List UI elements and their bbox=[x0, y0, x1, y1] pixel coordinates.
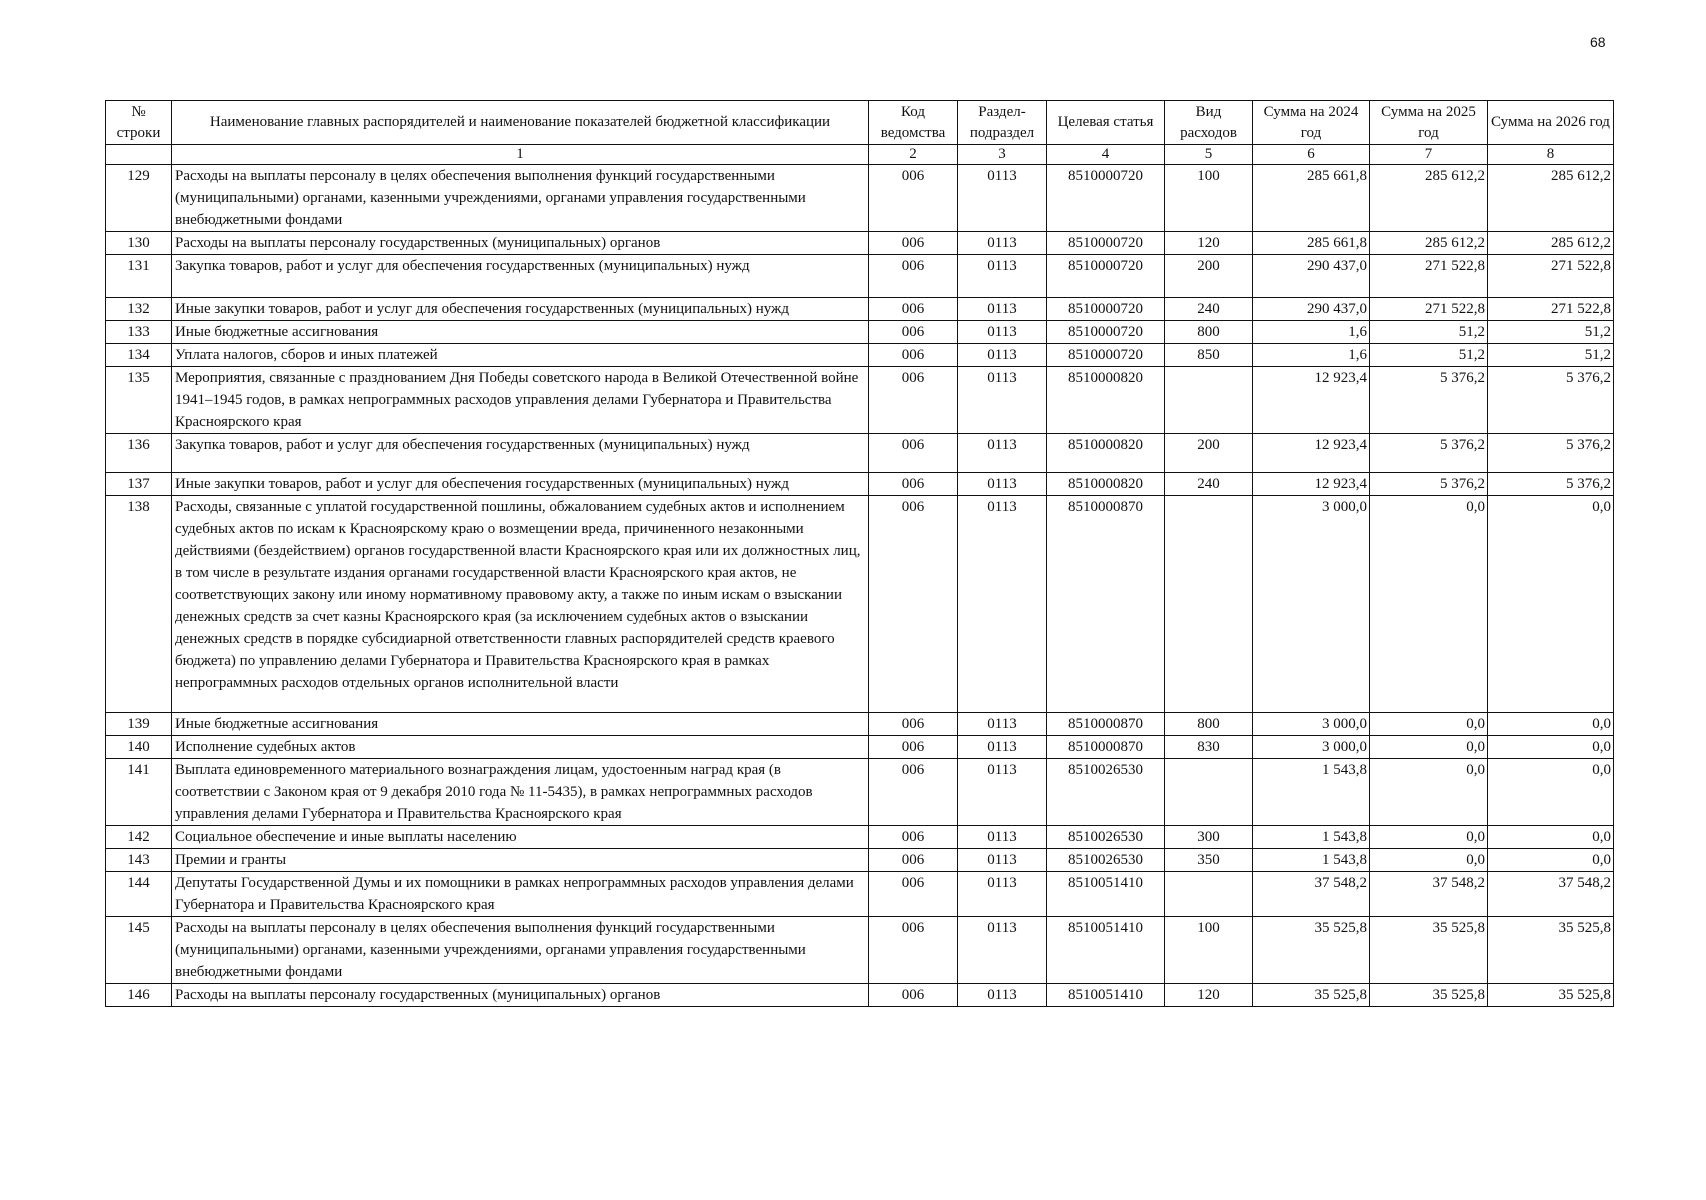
expense-type: 120 bbox=[1165, 232, 1253, 255]
section-code: 0113 bbox=[958, 165, 1047, 232]
sum-2025: 35 525,8 bbox=[1370, 984, 1488, 1007]
row-name: Расходы на выплаты персоналу в целях обеспечения выполнения функций государственными (муниципальными) органами, казенными учреждениями, органами управления государственными внебюджетными фондами bbox=[172, 165, 869, 232]
target-article: 8510000720 bbox=[1047, 232, 1165, 255]
header-department-code: Код ведомства bbox=[869, 101, 958, 145]
expense-type: 240 bbox=[1165, 473, 1253, 496]
table-row bbox=[106, 872, 1614, 917]
sum-2024: 12 923,4 bbox=[1253, 473, 1370, 496]
table-row bbox=[106, 917, 1614, 984]
section-code: 0113 bbox=[958, 872, 1047, 917]
sum-2026: 0,0 bbox=[1488, 713, 1614, 736]
column-index: 3 bbox=[958, 145, 1047, 165]
department-code: 006 bbox=[869, 872, 958, 917]
expense-type: 300 bbox=[1165, 826, 1253, 849]
table-row bbox=[106, 344, 1614, 367]
expense-type: 350 bbox=[1165, 849, 1253, 872]
sum-2025: 0,0 bbox=[1370, 826, 1488, 849]
sum-2026: 271 522,8 bbox=[1488, 255, 1614, 298]
sum-2025: 0,0 bbox=[1370, 736, 1488, 759]
sum-2026: 0,0 bbox=[1488, 736, 1614, 759]
row-number: 129 bbox=[106, 165, 172, 232]
sum-2025: 285 612,2 bbox=[1370, 232, 1488, 255]
column-index: 2 bbox=[869, 145, 958, 165]
expense-type: 830 bbox=[1165, 736, 1253, 759]
column-index-row bbox=[106, 145, 1614, 165]
row-number: 143 bbox=[106, 849, 172, 872]
row-name: Премии и гранты bbox=[172, 849, 869, 872]
expense-type: 800 bbox=[1165, 713, 1253, 736]
sum-2024: 290 437,0 bbox=[1253, 255, 1370, 298]
sum-2026: 5 376,2 bbox=[1488, 473, 1614, 496]
row-name: Иные бюджетные ассигнования bbox=[172, 321, 869, 344]
table-row bbox=[106, 367, 1614, 434]
sum-2025: 0,0 bbox=[1370, 713, 1488, 736]
section-code: 0113 bbox=[958, 321, 1047, 344]
target-article: 8510000870 bbox=[1047, 713, 1165, 736]
sum-2026: 0,0 bbox=[1488, 826, 1614, 849]
table-row bbox=[106, 736, 1614, 759]
sum-2024: 1,6 bbox=[1253, 321, 1370, 344]
row-name: Иные закупки товаров, работ и услуг для обеспечения государственных (муниципальных) нужд bbox=[172, 298, 869, 321]
sum-2026: 5 376,2 bbox=[1488, 367, 1614, 434]
section-code: 0113 bbox=[958, 496, 1047, 713]
target-article: 8510026530 bbox=[1047, 759, 1165, 826]
page-number: 68 bbox=[1590, 34, 1606, 50]
table-body bbox=[106, 165, 1614, 1007]
department-code: 006 bbox=[869, 736, 958, 759]
table-row bbox=[106, 713, 1614, 736]
department-code: 006 bbox=[869, 232, 958, 255]
target-article: 8510026530 bbox=[1047, 849, 1165, 872]
department-code: 006 bbox=[869, 298, 958, 321]
sum-2026: 51,2 bbox=[1488, 321, 1614, 344]
row-number: 134 bbox=[106, 344, 172, 367]
row-number: 140 bbox=[106, 736, 172, 759]
department-code: 006 bbox=[869, 165, 958, 232]
department-code: 006 bbox=[869, 434, 958, 473]
sum-2025: 37 548,2 bbox=[1370, 872, 1488, 917]
row-name: Мероприятия, связанные с празднованием Дня Победы советского народа в Великой Отечественной войне 1941–1945 годов, в рамках непрограммных расходов управления делами Губернатора и Правительства Красноярского края bbox=[172, 367, 869, 434]
sum-2026: 51,2 bbox=[1488, 344, 1614, 367]
header-section: Раздел-подраздел bbox=[958, 101, 1047, 145]
column-index: 1 bbox=[172, 145, 869, 165]
sum-2025: 0,0 bbox=[1370, 496, 1488, 713]
department-code: 006 bbox=[869, 367, 958, 434]
section-code: 0113 bbox=[958, 344, 1047, 367]
column-index: 5 bbox=[1165, 145, 1253, 165]
header-target-article: Целевая статья bbox=[1047, 101, 1165, 145]
expense-type bbox=[1165, 496, 1253, 713]
sum-2024: 3 000,0 bbox=[1253, 496, 1370, 713]
sum-2025: 271 522,8 bbox=[1370, 255, 1488, 298]
row-name: Расходы на выплаты персоналу в целях обеспечения выполнения функций государственными (муниципальными) органами, казенными учреждениями, органами управления государственными внебюджетными фондами bbox=[172, 917, 869, 984]
row-number: 133 bbox=[106, 321, 172, 344]
sum-2026: 35 525,8 bbox=[1488, 984, 1614, 1007]
sum-2025: 5 376,2 bbox=[1370, 473, 1488, 496]
expense-type bbox=[1165, 872, 1253, 917]
row-number: 136 bbox=[106, 434, 172, 473]
table-row bbox=[106, 473, 1614, 496]
section-code: 0113 bbox=[958, 232, 1047, 255]
department-code: 006 bbox=[869, 496, 958, 713]
table-row bbox=[106, 984, 1614, 1007]
row-name: Иные закупки товаров, работ и услуг для обеспечения государственных (муниципальных) нужд bbox=[172, 473, 869, 496]
row-name: Социальное обеспечение и иные выплаты населению bbox=[172, 826, 869, 849]
header-sum-2024: Сумма на 2024 год bbox=[1253, 101, 1370, 145]
expense-type: 800 bbox=[1165, 321, 1253, 344]
header-name: Наименование главных распорядителей и наименование показателей бюджетной классификации bbox=[172, 101, 869, 145]
row-number: 146 bbox=[106, 984, 172, 1007]
sum-2026: 0,0 bbox=[1488, 849, 1614, 872]
sum-2024: 37 548,2 bbox=[1253, 872, 1370, 917]
section-code: 0113 bbox=[958, 713, 1047, 736]
row-name: Расходы на выплаты персоналу государственных (муниципальных) органов bbox=[172, 984, 869, 1007]
sum-2025: 35 525,8 bbox=[1370, 917, 1488, 984]
expense-type: 100 bbox=[1165, 917, 1253, 984]
column-index bbox=[106, 145, 172, 165]
department-code: 006 bbox=[869, 473, 958, 496]
table-row bbox=[106, 826, 1614, 849]
department-code: 006 bbox=[869, 255, 958, 298]
column-index: 7 bbox=[1370, 145, 1488, 165]
sum-2025: 51,2 bbox=[1370, 321, 1488, 344]
sum-2025: 0,0 bbox=[1370, 759, 1488, 826]
table-row bbox=[106, 759, 1614, 826]
sum-2024: 290 437,0 bbox=[1253, 298, 1370, 321]
header-sum-2025: Сумма на 2025 год bbox=[1370, 101, 1488, 145]
section-code: 0113 bbox=[958, 849, 1047, 872]
sum-2026: 285 612,2 bbox=[1488, 165, 1614, 232]
target-article: 8510000720 bbox=[1047, 165, 1165, 232]
row-name: Уплата налогов, сборов и иных платежей bbox=[172, 344, 869, 367]
target-article: 8510051410 bbox=[1047, 917, 1165, 984]
table-row bbox=[106, 232, 1614, 255]
header-row-number: № строки bbox=[106, 101, 172, 145]
table-row bbox=[106, 321, 1614, 344]
department-code: 006 bbox=[869, 984, 958, 1007]
expense-type: 850 bbox=[1165, 344, 1253, 367]
target-article: 8510026530 bbox=[1047, 826, 1165, 849]
section-code: 0113 bbox=[958, 736, 1047, 759]
table-row bbox=[106, 165, 1614, 232]
row-name: Закупка товаров, работ и услуг для обеспечения государственных (муниципальных) нужд bbox=[172, 255, 869, 298]
expense-type bbox=[1165, 367, 1253, 434]
target-article: 8510000720 bbox=[1047, 255, 1165, 298]
table-row bbox=[106, 496, 1614, 713]
sum-2025: 271 522,8 bbox=[1370, 298, 1488, 321]
sum-2024: 285 661,8 bbox=[1253, 165, 1370, 232]
section-code: 0113 bbox=[958, 826, 1047, 849]
target-article: 8510051410 bbox=[1047, 984, 1165, 1007]
target-article: 8510000820 bbox=[1047, 367, 1165, 434]
row-number: 137 bbox=[106, 473, 172, 496]
sum-2025: 285 612,2 bbox=[1370, 165, 1488, 232]
sum-2026: 271 522,8 bbox=[1488, 298, 1614, 321]
expense-type: 200 bbox=[1165, 255, 1253, 298]
row-name: Депутаты Государственной Думы и их помощники в рамках непрограммных расходов управления делами Губернатора и Правительства Красноярского края bbox=[172, 872, 869, 917]
sum-2024: 35 525,8 bbox=[1253, 984, 1370, 1007]
target-article: 8510051410 bbox=[1047, 872, 1165, 917]
department-code: 006 bbox=[869, 759, 958, 826]
row-name: Расходы, связанные с уплатой государственной пошлины, обжалованием судебных актов и исполнением судебных актов по искам к Красноярскому краю о возмещении вреда, причиненного незаконными действиями (бездействием) органов государственной власти Красноярского края или их должностных лиц, в том числе в результате издания органами государственной власти Красноярского края актов, не соответствующих закону или иному нормативному правовому акту, а также по иным искам о взыскании денежных средств за счет казны Красноярского края (за исключением судебных актов о взыскании денежных средств в порядке субсидиарной ответственности главных распорядителей средств краевого бюджета) по управлению делами Губернатора и Правительства Красноярского края в рамках непрограммных расходов отдельных органов исполнительной власти bbox=[172, 496, 869, 713]
sum-2024: 3 000,0 bbox=[1253, 713, 1370, 736]
header-expense-type: Вид расходов bbox=[1165, 101, 1253, 145]
sum-2024: 1 543,8 bbox=[1253, 826, 1370, 849]
row-number: 145 bbox=[106, 917, 172, 984]
sum-2025: 51,2 bbox=[1370, 344, 1488, 367]
row-name: Закупка товаров, работ и услуг для обеспечения государственных (муниципальных) нужд bbox=[172, 434, 869, 473]
sum-2025: 5 376,2 bbox=[1370, 434, 1488, 473]
row-name: Иные бюджетные ассигнования bbox=[172, 713, 869, 736]
table-row bbox=[106, 434, 1614, 473]
sum-2026: 285 612,2 bbox=[1488, 232, 1614, 255]
sum-2024: 1 543,8 bbox=[1253, 849, 1370, 872]
target-article: 8510000870 bbox=[1047, 496, 1165, 713]
row-name: Выплата единовременного материального вознаграждения лицам, удостоенным наград края (в соответствии с Законом края от 9 декабря 2010 года № 11-5435), в рамках непрограммных расходов управления делами Губернатора и Правительства Красноярского края bbox=[172, 759, 869, 826]
sum-2024: 35 525,8 bbox=[1253, 917, 1370, 984]
sum-2024: 12 923,4 bbox=[1253, 367, 1370, 434]
column-index: 6 bbox=[1253, 145, 1370, 165]
sum-2026: 35 525,8 bbox=[1488, 917, 1614, 984]
row-number: 139 bbox=[106, 713, 172, 736]
section-code: 0113 bbox=[958, 367, 1047, 434]
expense-type: 240 bbox=[1165, 298, 1253, 321]
section-code: 0113 bbox=[958, 984, 1047, 1007]
target-article: 8510000720 bbox=[1047, 321, 1165, 344]
row-number: 130 bbox=[106, 232, 172, 255]
section-code: 0113 bbox=[958, 298, 1047, 321]
header-sum-2026: Сумма на 2026 год bbox=[1488, 101, 1614, 145]
sum-2026: 5 376,2 bbox=[1488, 434, 1614, 473]
section-code: 0113 bbox=[958, 917, 1047, 984]
budget-table bbox=[105, 100, 1614, 1007]
table-row bbox=[106, 849, 1614, 872]
row-number: 132 bbox=[106, 298, 172, 321]
expense-type bbox=[1165, 759, 1253, 826]
row-number: 138 bbox=[106, 496, 172, 713]
expense-type: 100 bbox=[1165, 165, 1253, 232]
sum-2024: 3 000,0 bbox=[1253, 736, 1370, 759]
row-name: Исполнение судебных актов bbox=[172, 736, 869, 759]
target-article: 8510000820 bbox=[1047, 473, 1165, 496]
section-code: 0113 bbox=[958, 759, 1047, 826]
section-code: 0113 bbox=[958, 473, 1047, 496]
section-code: 0113 bbox=[958, 255, 1047, 298]
row-number: 144 bbox=[106, 872, 172, 917]
row-number: 142 bbox=[106, 826, 172, 849]
department-code: 006 bbox=[869, 321, 958, 344]
row-number: 141 bbox=[106, 759, 172, 826]
row-name: Расходы на выплаты персоналу государственных (муниципальных) органов bbox=[172, 232, 869, 255]
sum-2026: 0,0 bbox=[1488, 759, 1614, 826]
department-code: 006 bbox=[869, 917, 958, 984]
table-row bbox=[106, 255, 1614, 298]
target-article: 8510000870 bbox=[1047, 736, 1165, 759]
column-index: 4 bbox=[1047, 145, 1165, 165]
sum-2024: 285 661,8 bbox=[1253, 232, 1370, 255]
column-index: 8 bbox=[1488, 145, 1614, 165]
section-code: 0113 bbox=[958, 434, 1047, 473]
target-article: 8510000720 bbox=[1047, 344, 1165, 367]
department-code: 006 bbox=[869, 849, 958, 872]
table-row bbox=[106, 298, 1614, 321]
sum-2024: 12 923,4 bbox=[1253, 434, 1370, 473]
sum-2026: 0,0 bbox=[1488, 496, 1614, 713]
sum-2025: 0,0 bbox=[1370, 849, 1488, 872]
sum-2024: 1 543,8 bbox=[1253, 759, 1370, 826]
department-code: 006 bbox=[869, 713, 958, 736]
row-number: 131 bbox=[106, 255, 172, 298]
header-row bbox=[106, 101, 1614, 145]
expense-type: 120 bbox=[1165, 984, 1253, 1007]
department-code: 006 bbox=[869, 826, 958, 849]
department-code: 006 bbox=[869, 344, 958, 367]
target-article: 8510000720 bbox=[1047, 298, 1165, 321]
sum-2025: 5 376,2 bbox=[1370, 367, 1488, 434]
row-number: 135 bbox=[106, 367, 172, 434]
expense-type: 200 bbox=[1165, 434, 1253, 473]
target-article: 8510000820 bbox=[1047, 434, 1165, 473]
sum-2026: 37 548,2 bbox=[1488, 872, 1614, 917]
sum-2024: 1,6 bbox=[1253, 344, 1370, 367]
